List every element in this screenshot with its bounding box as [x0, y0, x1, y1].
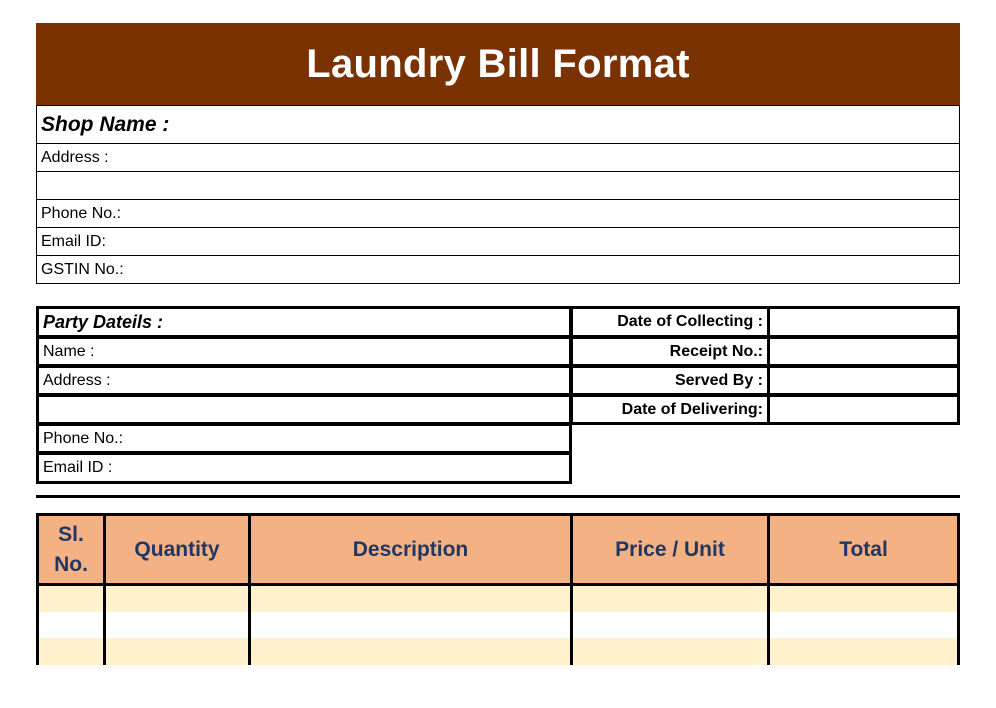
table-column-divider [103, 586, 106, 665]
served-by-value[interactable] [767, 365, 960, 396]
shop-gstin-field[interactable] [36, 255, 960, 284]
party-email-field[interactable] [36, 452, 572, 484]
page-title: Laundry Bill Format [306, 41, 690, 86]
section-divider [36, 495, 960, 498]
shop-phone-label: Phone No.: [41, 204, 122, 222]
title-banner [36, 23, 960, 105]
table-column-divider [767, 586, 770, 665]
party-phone-field[interactable] [36, 423, 572, 454]
party-details-heading [36, 306, 572, 338]
party-address-field[interactable] [36, 365, 572, 396]
served-by-label: Served By : [674, 371, 763, 389]
party-address-label: Address : [43, 371, 111, 389]
shop-name-field[interactable] [36, 105, 960, 144]
header-price-unit [570, 513, 770, 586]
shop-name-label: Shop Name : [41, 112, 170, 136]
shop-email-label: Email ID: [41, 232, 106, 250]
shop-address-field[interactable] [36, 143, 960, 172]
party-name-label: Name : [43, 342, 95, 360]
served-by-label-cell [570, 365, 770, 396]
shop-email-field[interactable] [36, 227, 960, 256]
date-delivering-label: Date of Delivering: [621, 400, 763, 418]
header-description [248, 513, 573, 586]
table-row[interactable] [36, 612, 960, 638]
party-name-field[interactable] [36, 336, 572, 367]
header-quantity-text: Quantity [134, 537, 220, 561]
header-sl-no [36, 513, 106, 586]
party-email-label: Email ID : [43, 459, 113, 476]
party-phone-label: Phone No.: [43, 429, 124, 447]
header-price-unit-text: Price / Unit [615, 537, 725, 561]
header-description-text: Description [352, 537, 469, 561]
party-address-line2-field[interactable] [36, 394, 572, 425]
table-row[interactable] [36, 638, 960, 665]
date-delivering-value[interactable] [767, 394, 960, 425]
header-quantity [103, 513, 251, 586]
shop-address-label: Address : [41, 148, 109, 166]
header-total-text: Total [839, 537, 888, 561]
table-column-divider [248, 586, 251, 665]
shop-address-line2-field[interactable] [36, 171, 960, 200]
table-column-divider [570, 586, 573, 665]
date-delivering-label-cell [570, 394, 770, 425]
date-collecting-value[interactable] [767, 306, 960, 338]
shop-phone-field[interactable] [36, 199, 960, 228]
receipt-no-value[interactable] [767, 336, 960, 367]
shop-gstin-label: GSTIN No.: [41, 260, 124, 278]
date-collecting-label-cell [570, 306, 770, 338]
table-row[interactable] [36, 586, 960, 612]
table-border-right [957, 586, 960, 665]
header-total [767, 513, 960, 586]
date-collecting-label: Date of Collecting : [617, 313, 763, 330]
party-heading-label: Party Dateils : [43, 311, 164, 332]
header-sl-no-text: Sl. No. [54, 522, 88, 576]
receipt-no-label: Receipt No.: [669, 342, 763, 360]
table-border-left [36, 586, 39, 665]
receipt-no-label-cell [570, 336, 770, 367]
